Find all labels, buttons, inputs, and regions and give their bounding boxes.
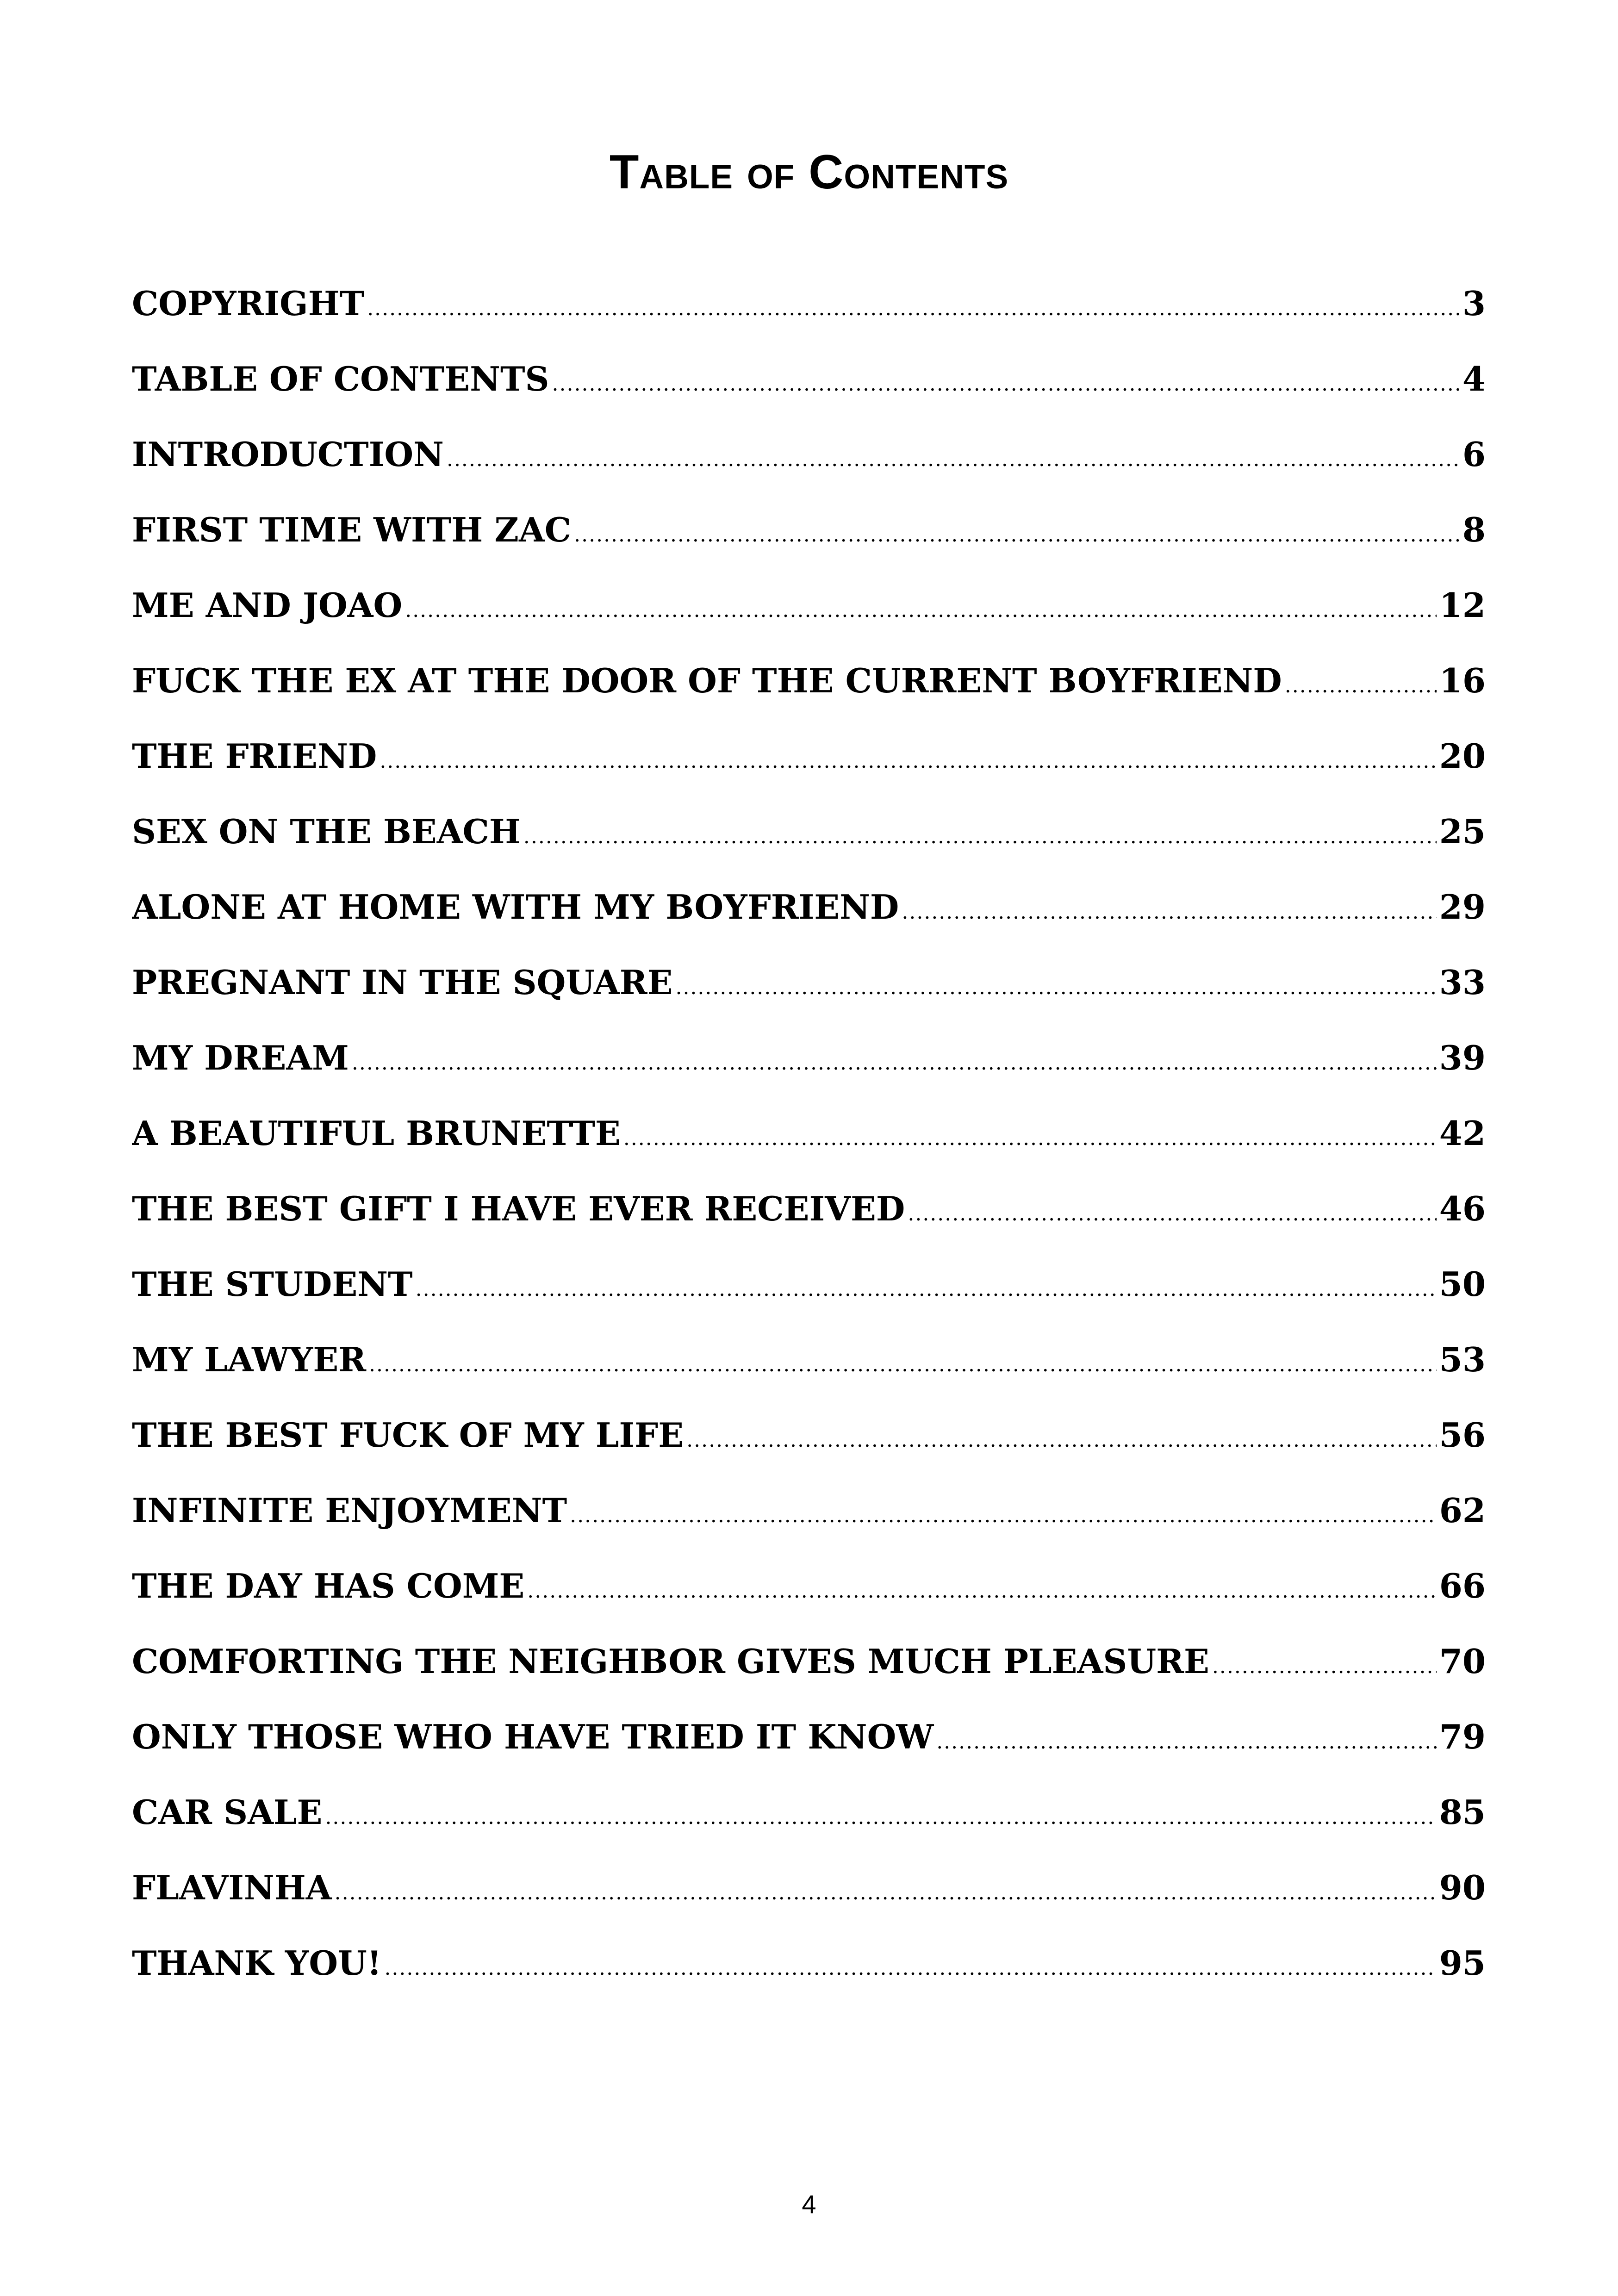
dot-leader (369, 1355, 1437, 1375)
toc-entry[interactable] (132, 362, 1486, 438)
toc-entry-page: 3 (1462, 287, 1486, 323)
dot-leader (523, 827, 1437, 847)
toc-entry-title: A BEAUTIFUL BRUNETTE (132, 1117, 621, 1153)
toc-entry[interactable] (132, 1645, 1486, 1720)
toc-entry[interactable] (132, 589, 1486, 664)
toc-entry-title: MY DREAM (132, 1041, 349, 1077)
dot-leader (936, 1732, 1437, 1752)
toc-entry[interactable] (132, 1720, 1486, 1796)
toc-entry-page: 66 (1439, 1569, 1486, 1605)
toc-entry[interactable] (132, 1041, 1486, 1117)
toc-entry-page: 56 (1439, 1419, 1486, 1455)
toc-entry-page: 16 (1439, 664, 1486, 700)
toc-entry-title: THE BEST FUCK OF MY LIFE (132, 1419, 684, 1455)
dot-leader (527, 1581, 1437, 1601)
toc-entry-page: 25 (1439, 815, 1486, 851)
toc-entry-title: COMFORTING THE NEIGHBOR GIVES MUCH PLEASURE (132, 1645, 1209, 1681)
dot-leader (686, 1430, 1437, 1450)
toc-entry-title: FUCK THE EX AT THE DOOR OF THE CURRENT BOYFRIEND (132, 664, 1282, 700)
toc-entry[interactable] (132, 1343, 1486, 1419)
toc-entry-title: MY LAWYER (132, 1343, 367, 1379)
toc-entry-title: INTRODUCTION (132, 438, 444, 474)
toc-entry-page: 85 (1439, 1796, 1486, 1832)
toc-entry[interactable] (132, 740, 1486, 815)
toc-entry-page: 12 (1439, 589, 1486, 625)
dot-leader (416, 1279, 1437, 1300)
toc-entry[interactable] (132, 287, 1486, 362)
toc-entry[interactable] (132, 815, 1486, 890)
dot-leader (570, 1506, 1437, 1526)
dot-leader (623, 1128, 1437, 1149)
toc-entry-title: CAR SALE (132, 1796, 323, 1832)
dot-leader (380, 751, 1436, 772)
dot-leader (902, 902, 1436, 922)
dot-leader (908, 1204, 1436, 1224)
dot-leader (447, 449, 1460, 470)
toc-entry-title: INFINITE ENJOYMENT (132, 1494, 567, 1530)
toc-entry-title: THE FRIEND (132, 740, 377, 776)
toc-entry-page: 46 (1439, 1192, 1486, 1228)
toc-entry[interactable] (132, 1268, 1486, 1343)
toc-entry-title: THE BEST GIFT I HAVE EVER RECEIVED (132, 1192, 905, 1228)
table-of-contents (132, 287, 1486, 2022)
toc-entry[interactable] (132, 438, 1486, 513)
dot-leader (367, 299, 1460, 319)
toc-entry-title: ALONE AT HOME WITH MY BOYFRIEND (132, 890, 899, 927)
toc-entry[interactable] (132, 1947, 1486, 2022)
toc-entry-page: 20 (1439, 740, 1486, 776)
toc-entry[interactable] (132, 1871, 1486, 1947)
toc-entry-title: ONLY THOSE WHO HAVE TRIED IT KNOW (132, 1720, 934, 1756)
toc-entry-page: 50 (1439, 1268, 1486, 1304)
toc-entry-title: PREGNANT IN THE SQUARE (132, 966, 673, 1002)
toc-entry-title: TABLE OF CONTENTS (132, 362, 549, 398)
toc-entry-page: 39 (1439, 1041, 1486, 1077)
footer-page-number: 4 (802, 2190, 816, 2219)
toc-entry-page: 4 (1462, 362, 1486, 398)
toc-entry-page: 8 (1462, 513, 1486, 549)
toc-entry-title: FLAVINHA (132, 1871, 332, 1907)
toc-entry[interactable] (132, 1796, 1486, 1871)
toc-entry-page: 33 (1439, 966, 1486, 1002)
dot-leader (675, 977, 1436, 998)
toc-entry[interactable] (132, 1569, 1486, 1645)
toc-entry-page: 29 (1439, 890, 1486, 927)
dot-leader (325, 1807, 1436, 1828)
toc-entry-title: FIRST TIME WITH ZAC (132, 513, 572, 549)
toc-entry-page: 70 (1439, 1645, 1486, 1681)
toc-entry[interactable] (132, 890, 1486, 966)
toc-entry-page: 53 (1439, 1343, 1486, 1379)
toc-entry-title: THE STUDENT (132, 1268, 413, 1304)
toc-entry-page: 42 (1439, 1117, 1486, 1153)
toc-entry-page: 79 (1439, 1720, 1486, 1756)
dot-leader (1212, 1656, 1437, 1677)
toc-entry[interactable] (132, 1192, 1486, 1268)
toc-entry[interactable] (132, 1419, 1486, 1494)
dot-leader (1285, 676, 1437, 696)
toc-entry[interactable] (132, 1494, 1486, 1569)
dot-leader (335, 1883, 1437, 1903)
dot-leader (552, 374, 1460, 394)
toc-entry[interactable] (132, 1117, 1486, 1192)
dot-leader (574, 525, 1460, 545)
toc-entry-title: THANK YOU! (132, 1947, 382, 1983)
toc-entry-title: THE DAY HAS COME (132, 1569, 525, 1605)
toc-entry-page: 90 (1439, 1871, 1486, 1907)
toc-entry-page: 95 (1439, 1947, 1486, 1983)
toc-entry-title: ME AND JOAO (132, 589, 403, 625)
page-title: Table of Contents (609, 145, 1009, 199)
toc-entry-page: 62 (1439, 1494, 1486, 1530)
toc-entry-title: COPYRIGHT (132, 287, 365, 323)
toc-entry-page: 6 (1462, 438, 1486, 474)
toc-entry[interactable] (132, 966, 1486, 1041)
toc-entry[interactable] (132, 664, 1486, 740)
dot-leader (384, 1958, 1436, 1979)
dot-leader (405, 600, 1437, 621)
toc-entry-title: SEX ON THE BEACH (132, 815, 521, 851)
toc-entry[interactable] (132, 513, 1486, 589)
dot-leader (352, 1053, 1437, 1073)
